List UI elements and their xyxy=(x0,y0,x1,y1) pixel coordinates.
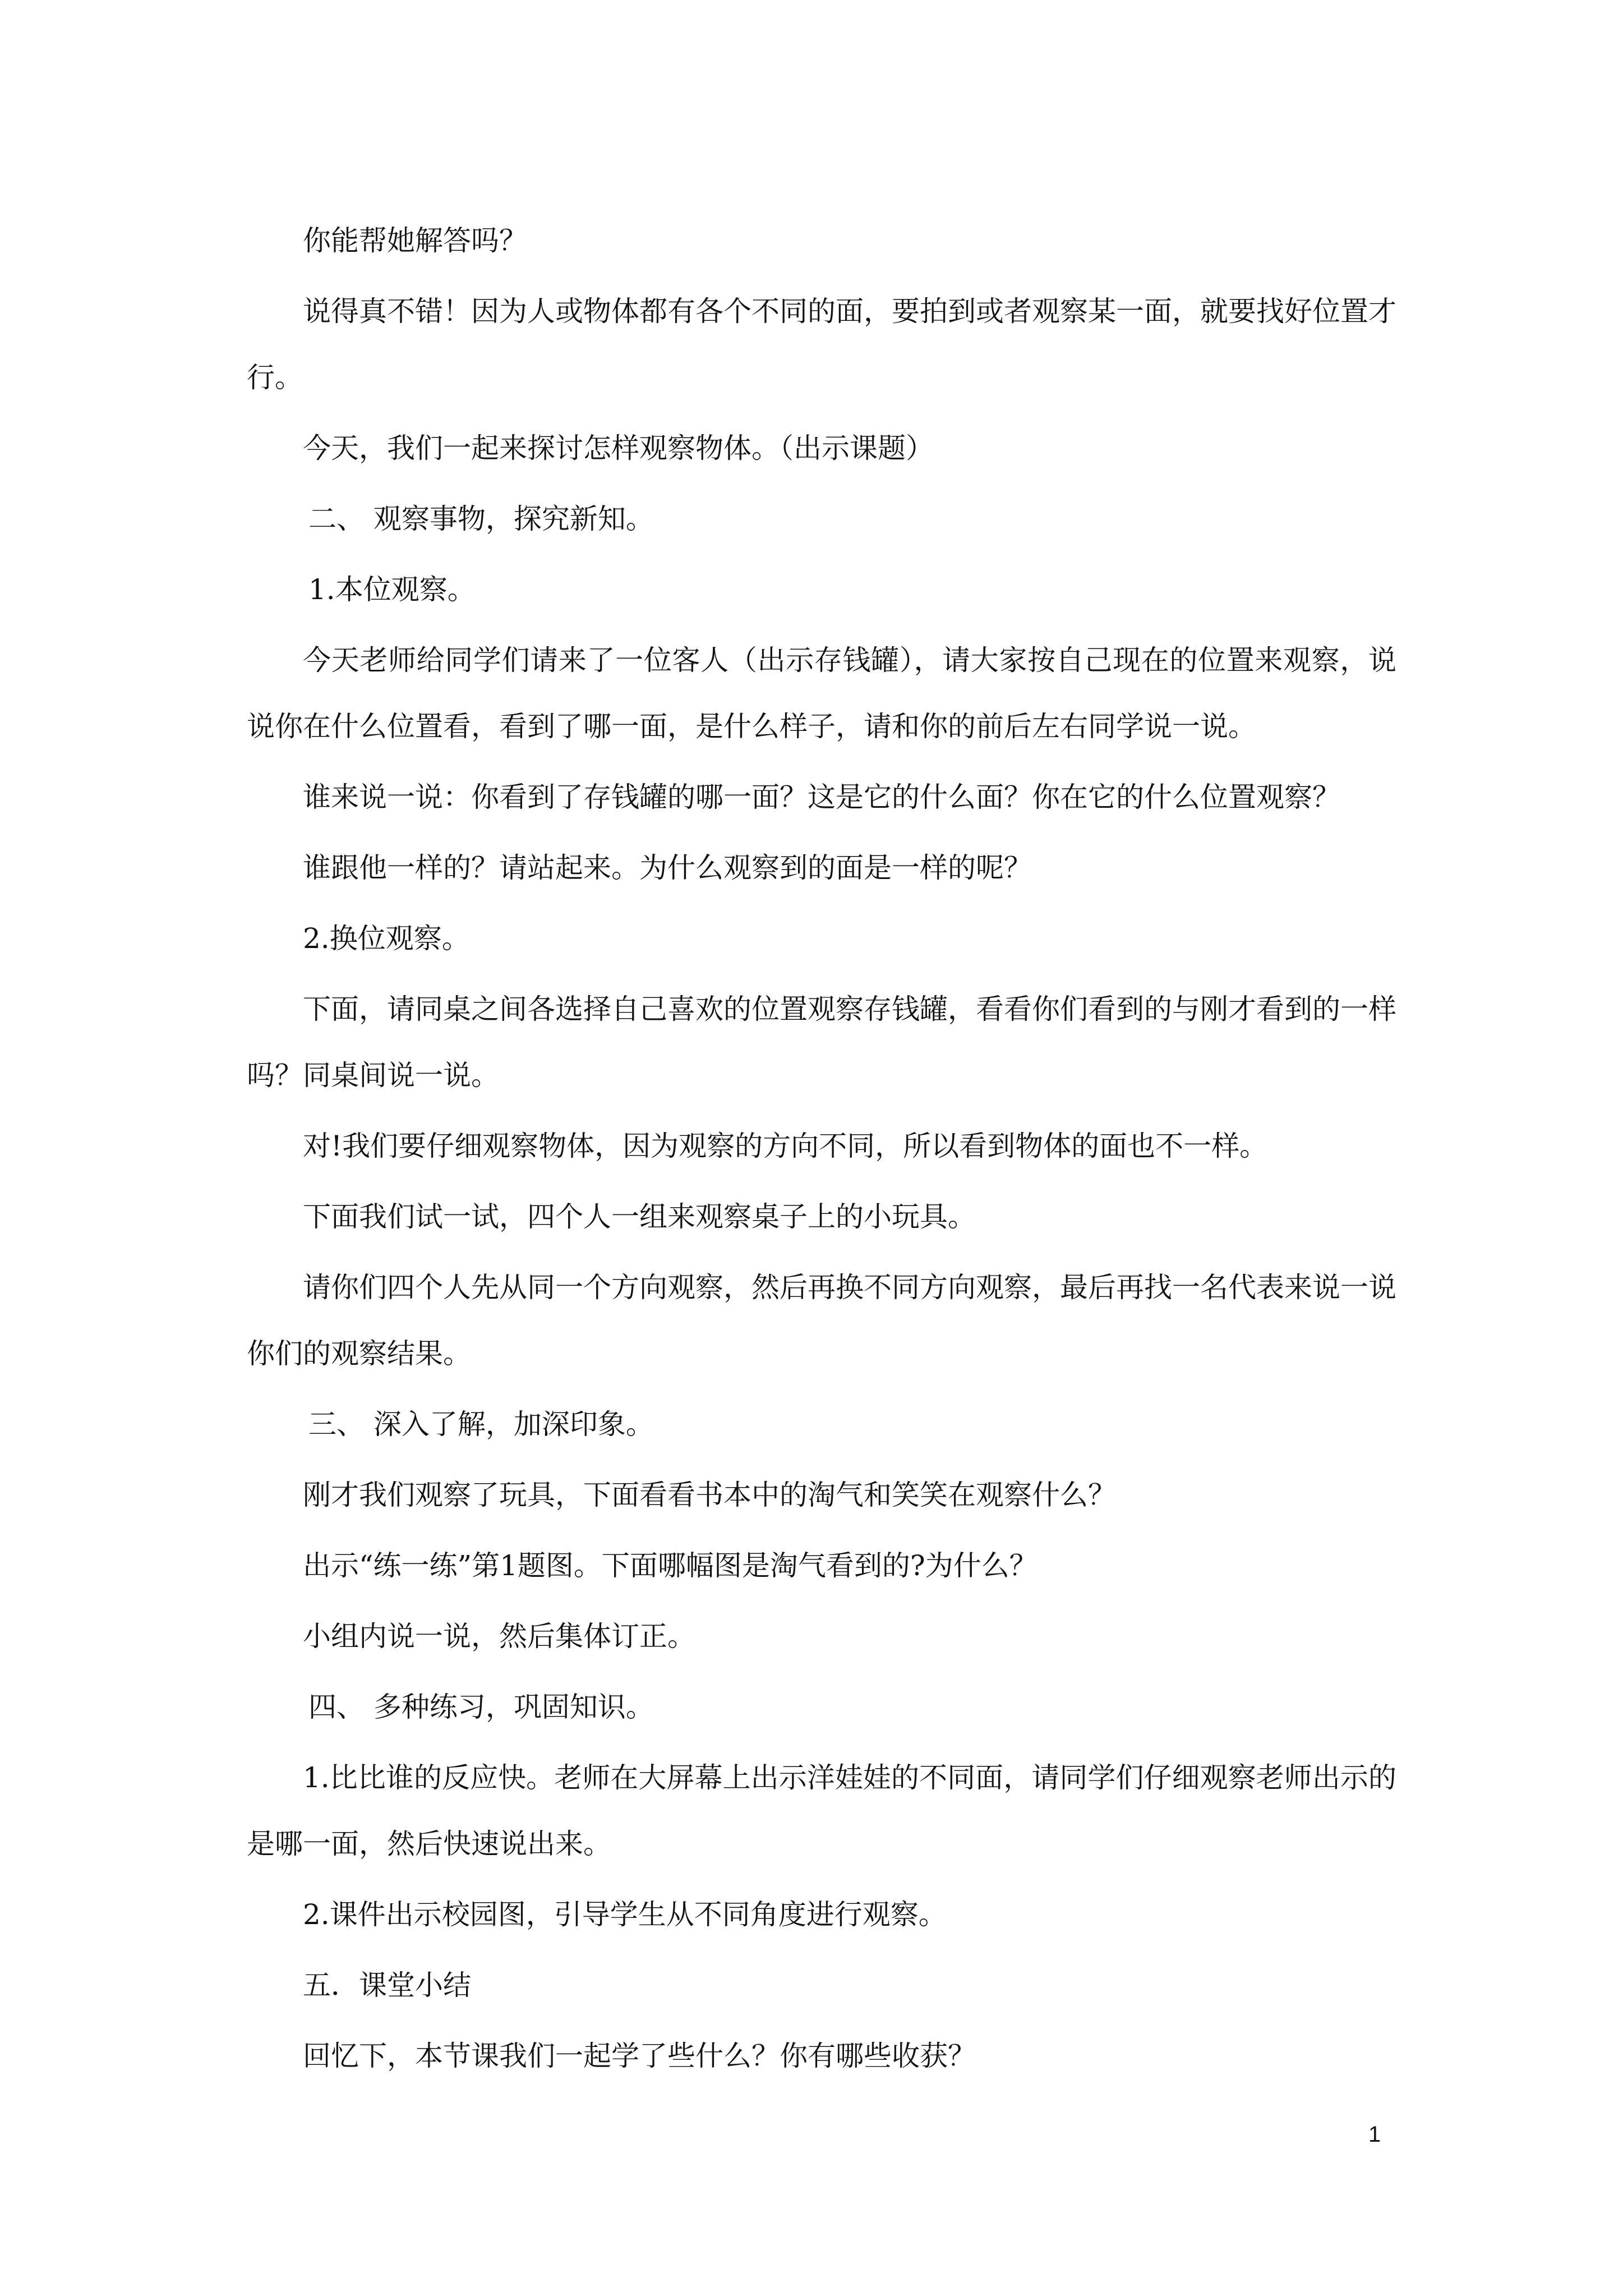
paragraph: 对!我们要仔细观察物体，因为观察的方向不同，所以看到物体的面也不一样。 xyxy=(303,1130,1268,1162)
page-number: 1 xyxy=(1368,2122,1381,2147)
paragraph: 你能帮她解答吗？ xyxy=(303,224,527,257)
paragraph: 下面我们试一试，四个人一组来观察桌子上的小玩具。 xyxy=(303,1200,976,1233)
paragraph: 出示“练一练”第1题图。下面哪幅图是淘气看到的?为什么？ xyxy=(303,1549,1038,1582)
paragraph: 刚才我们观察了玩具，下面看看书本中的淘气和笑笑在观察什么？ xyxy=(303,1479,1116,1511)
paragraph: 今天，我们一起来探讨怎样观察物体。（出示课题） xyxy=(303,432,934,464)
paragraph: 谁跟他一样的？请站起来。为什么观察到的面是一样的呢？ xyxy=(303,852,1032,884)
section-heading: 二、 观察事物，探究新知。 xyxy=(308,503,654,535)
paragraph: 1.比比谁的反应快。老师在大屏幕上出示洋娃娃的不同面，请同学们仔细观察老师出示的是哪一面，然后快速说出来。 xyxy=(247,1761,1396,1860)
subsection-heading: 1.本位观察。 xyxy=(308,573,476,606)
paragraph: 说得真不错！因为人或物体都有各个不同的面，要拍到或者观察某一面，就要找好位置才行。 xyxy=(247,295,1396,394)
section-heading: 三、 深入了解，加深印象。 xyxy=(308,1408,654,1441)
subsection-heading: 2.换位观察。 xyxy=(303,922,470,955)
document-body xyxy=(247,208,1396,2089)
paragraph: 下面，请同桌之间各选择自己喜欢的位置观察存钱罐，看看你们看到的与刚才看到的一样吗？同桌间说一说。 xyxy=(247,993,1396,1092)
section-heading: 四、 多种练习，巩固知识。 xyxy=(308,1691,654,1723)
paragraph: 小组内说一说，然后集体订正。 xyxy=(303,1620,695,1653)
paragraph: 今天老师给同学们请来了一位客人（出示存钱罐），请大家按自己现在的位置来观察，说说你在什么位置看，看到了哪一面，是什么样子，请和你的前后左右同学说一说。 xyxy=(247,644,1396,743)
paragraph: 2.课件出示校园图，引导学生从不同角度进行观察。 xyxy=(303,1898,947,1931)
paragraph: 谁来说一说：你看到了存钱罐的哪一面？这是它的什么面？你在它的什么位置观察？ xyxy=(303,781,1340,813)
section-heading: 五．课堂小结 xyxy=(303,1969,471,2001)
paragraph: 请你们四个人先从同一个方向观察，然后再换不同方向观察，最后再找一名代表来说一说你们的观察结果。 xyxy=(247,1271,1396,1370)
paragraph: 回忆下，本节课我们一起学了些什么？你有哪些收获？ xyxy=(303,2040,976,2072)
